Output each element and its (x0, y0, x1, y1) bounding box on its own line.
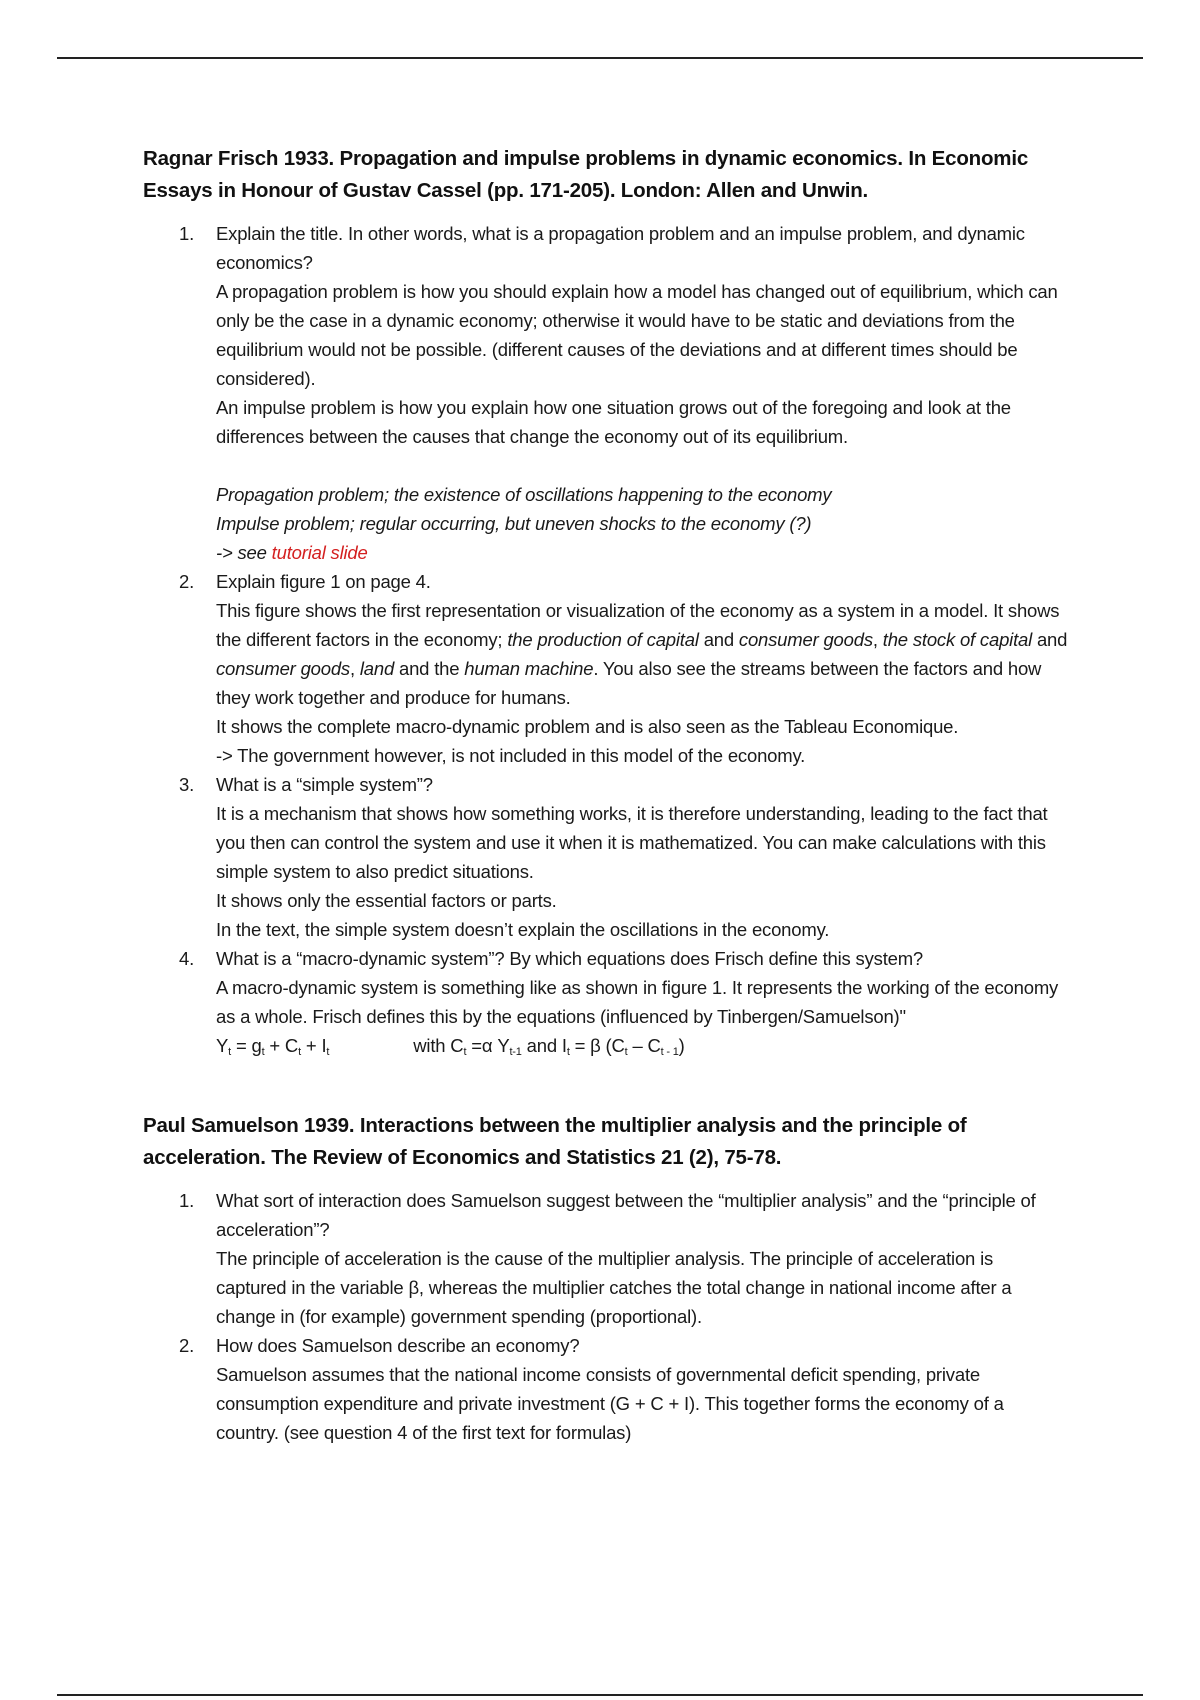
list-item (143, 219, 1068, 567)
subscript: t (624, 1046, 628, 1058)
answer-text: The principle of acceleration is the cause of the multiplier analysis. The principle of acceleration is captured in the variable β, whereas the multiplier catches the total change in national income after a change in (for example) government spending (proportional). (216, 1248, 1012, 1327)
item-number: 2. (179, 571, 195, 592)
question-text: What is a “simple system”? (216, 774, 433, 795)
italic-term: land (359, 658, 395, 679)
symbol: Y (216, 1035, 229, 1056)
italic-term: consumer goods (738, 629, 873, 650)
symbol: C (284, 1035, 299, 1056)
question-list (143, 1186, 1068, 1447)
see-prefix: -> see (216, 542, 272, 563)
list-item (143, 944, 1068, 1060)
subscript: t - 1 (660, 1046, 679, 1058)
symbol: and (521, 1035, 562, 1056)
symbol: C (647, 1035, 661, 1056)
italic-note: Propagation problem; the existence of oscillations happening to the economy (216, 484, 832, 505)
list-item (143, 567, 1068, 770)
symbol: + (264, 1035, 285, 1056)
symbol: g (251, 1035, 262, 1056)
equation-row (216, 1031, 1068, 1060)
item-number: 4. (179, 948, 195, 969)
subscript: t (463, 1046, 467, 1058)
symbol: Y (497, 1035, 510, 1056)
italic-term: consumer goods (216, 658, 350, 679)
answer-text: In the text, the simple system doesn’t explain the oscillations in the economy. (216, 919, 830, 940)
text-run: . You also see the streams between the factors and how they work together and produce for humans. (216, 658, 1042, 708)
subscript: t (298, 1046, 301, 1058)
answer-text: It shows the complete macro-dynamic problem and is also seen as the Tableau Economique. (216, 716, 959, 737)
question-list (143, 219, 1068, 1060)
section-heading: Ragnar Frisch 1933. Propagation and impulse problems in dynamic economics. In Economic Essays in Honour of Gustav Cassel (pp. 171-205). London: Allen and Unwin. (143, 147, 1029, 202)
symbol: C (611, 1035, 625, 1056)
item-number: 2. (179, 1335, 195, 1356)
symbol: + (300, 1035, 322, 1056)
answer-text: An impulse problem is how you explain how one situation grows out of the foregoing and look at the differences between the causes that change the economy out of its equilibrium. (216, 397, 1011, 447)
see-reference (216, 538, 1068, 567)
subscript: t (326, 1046, 330, 1058)
subscript: t-1 (509, 1046, 522, 1058)
symbol: – (627, 1035, 648, 1056)
list-item (143, 1331, 1068, 1447)
subscript: t (228, 1046, 231, 1058)
answer-text (216, 596, 1068, 712)
subscript: t (261, 1046, 265, 1058)
symbol: = β ( (569, 1035, 612, 1056)
answer-text: It shows only the essential factors or parts. (216, 890, 557, 911)
answer-text: -> The government however, is not included in this model of the economy. (216, 745, 806, 766)
section-samuelson (143, 1110, 1068, 1447)
header-rule (57, 57, 1143, 59)
answer-text: Samuelson assumes that the national income consists of governmental deficit spending, private consumption expenditure and private investment (G + C + I). This together forms the economy of a country. (see question 4 of the first text for formulas) (216, 1364, 1004, 1443)
question-text: What sort of interaction does Samuelson suggest between the “multiplier analysis” and the “principle of acceleration”? (216, 1190, 1036, 1240)
text-run: This figure shows the first representation or visualization of the economy as a system in a model. It shows the different factors in the economy; (216, 600, 1060, 650)
question-text: Explain figure 1 on page 4. (216, 571, 431, 592)
italic-note: Impulse problem; regular occurring, but uneven shocks to the economy (?) (216, 513, 812, 534)
symbol: I (561, 1035, 567, 1056)
document-page (143, 143, 1068, 1447)
equation-left (216, 1035, 329, 1056)
question-text: Explain the title. In other words, what is a propagation problem and an impulse problem, and dynamic economics? (216, 223, 1025, 273)
symbol: ) (678, 1035, 685, 1056)
item-number: 1. (179, 223, 195, 244)
symbol: I (321, 1035, 327, 1056)
symbol: = (231, 1035, 252, 1056)
text-run: , (872, 629, 883, 650)
italic-term: human machine (464, 658, 594, 679)
text-run: and (698, 629, 739, 650)
answer-text: It is a mechanism that shows how something works, it is therefore understanding, leading to the fact that you then can control the system and use it when it is mathematized. You can make calculations with this simple system to also predict situations. (216, 803, 1048, 882)
list-item (143, 1186, 1068, 1331)
item-number: 3. (179, 774, 195, 795)
item-number: 1. (179, 1190, 195, 1211)
symbol: C (450, 1035, 464, 1056)
italic-term: the production of capital (507, 629, 699, 650)
italic-term: the stock of capital (882, 629, 1033, 650)
list-item (143, 770, 1068, 944)
answer-text: A propagation problem is how you should explain how a model has changed out of equilibrium, which can only be the case in a dynamic economy; otherwise it would have to be static and deviations from the equilibrium would not be possible. (different causes of the deviations and at different times should be considered). (216, 281, 1058, 389)
text-run: and the (394, 658, 465, 679)
blank-line (216, 451, 1068, 480)
text-run: , (349, 658, 360, 679)
symbol: with (413, 1035, 451, 1056)
tutorial-slide-link[interactable]: tutorial slide (271, 542, 368, 563)
footer-rule (57, 1694, 1143, 1696)
text-run: and (1032, 629, 1068, 650)
question-text: What is a “macro-dynamic system”? By which equations does Frisch define this system? (216, 948, 924, 969)
symbol: =α (466, 1035, 498, 1056)
section-heading: Paul Samuelson 1939. Interactions between the multiplier analysis and the principle of acceleration. The Review of Economics and Statistics 21 (2), 75-78. (143, 1114, 967, 1169)
question-text: How does Samuelson describe an economy? (216, 1335, 580, 1356)
subscript: t (566, 1046, 570, 1058)
answer-text: A macro-dynamic system is something like as shown in figure 1. It represents the working of the economy as a whole. Frisch defines this by the equations (influenced by Tinbergen/Samuelson)" (216, 977, 1059, 1027)
section-frisch (143, 143, 1068, 1060)
equation-right (413, 1031, 684, 1060)
